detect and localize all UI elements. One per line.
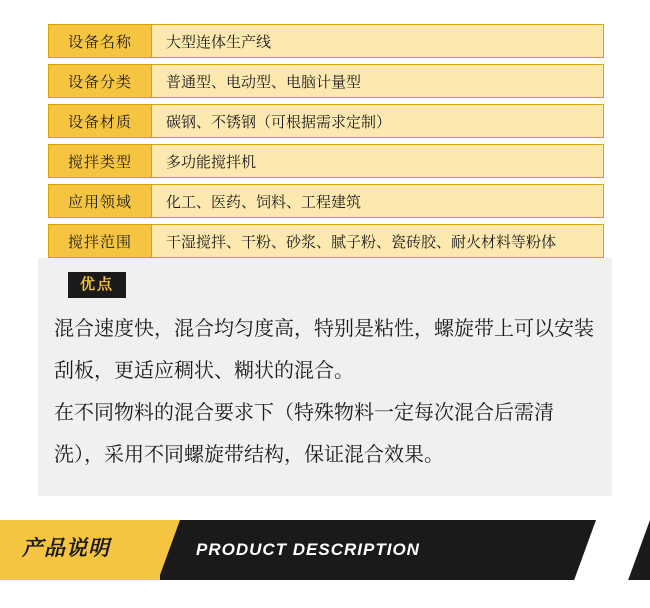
spec-value: 普通型、电动型、电脑计量型 xyxy=(152,64,604,98)
spec-label: 设备材质 xyxy=(48,104,152,138)
spec-label: 应用领域 xyxy=(48,184,152,218)
table-row xyxy=(48,224,604,258)
spec-label: 搅拌类型 xyxy=(48,144,152,178)
table-row xyxy=(48,184,604,218)
section-banner xyxy=(0,520,650,580)
spec-value: 大型连体生产线 xyxy=(152,24,604,58)
banner-title-cn: 产品说明 xyxy=(22,537,110,560)
table-row xyxy=(48,64,604,98)
table-row xyxy=(48,104,604,138)
advantage-panel xyxy=(38,258,612,496)
advantage-text xyxy=(54,308,600,476)
spec-label: 设备名称 xyxy=(48,24,152,58)
spec-value: 多功能搅拌机 xyxy=(152,144,604,178)
spec-value: 化工、医药、饲料、工程建筑 xyxy=(152,184,604,218)
spec-value: 干湿搅拌、干粉、砂浆、腻子粉、瓷砖胶、耐火材料等粉体 xyxy=(152,224,604,258)
table-row xyxy=(48,144,604,178)
advantage-paragraph: 混合速度快，混合均匀度高，特别是粘性，螺旋带上可以安装刮板，更适应稠状、糊状的混合。 xyxy=(54,318,594,382)
advantage-paragraph: 在不同物料的混合要求下（特殊物料一定每次混合后需清洗），采用不同螺旋带结构，保证混合效果。 xyxy=(54,402,554,466)
table-row xyxy=(48,24,604,58)
spec-table-body xyxy=(48,24,604,258)
spec-label: 搅拌范围 xyxy=(48,224,152,258)
advantage-badge: 优点 xyxy=(68,272,126,298)
banner-title-en: PRODUCT DESCRIPTION xyxy=(196,540,420,559)
spec-label: 设备分类 xyxy=(48,64,152,98)
spec-value: 碳钢、不锈钢（可根据需求定制） xyxy=(152,104,604,138)
spec-table xyxy=(48,18,604,264)
